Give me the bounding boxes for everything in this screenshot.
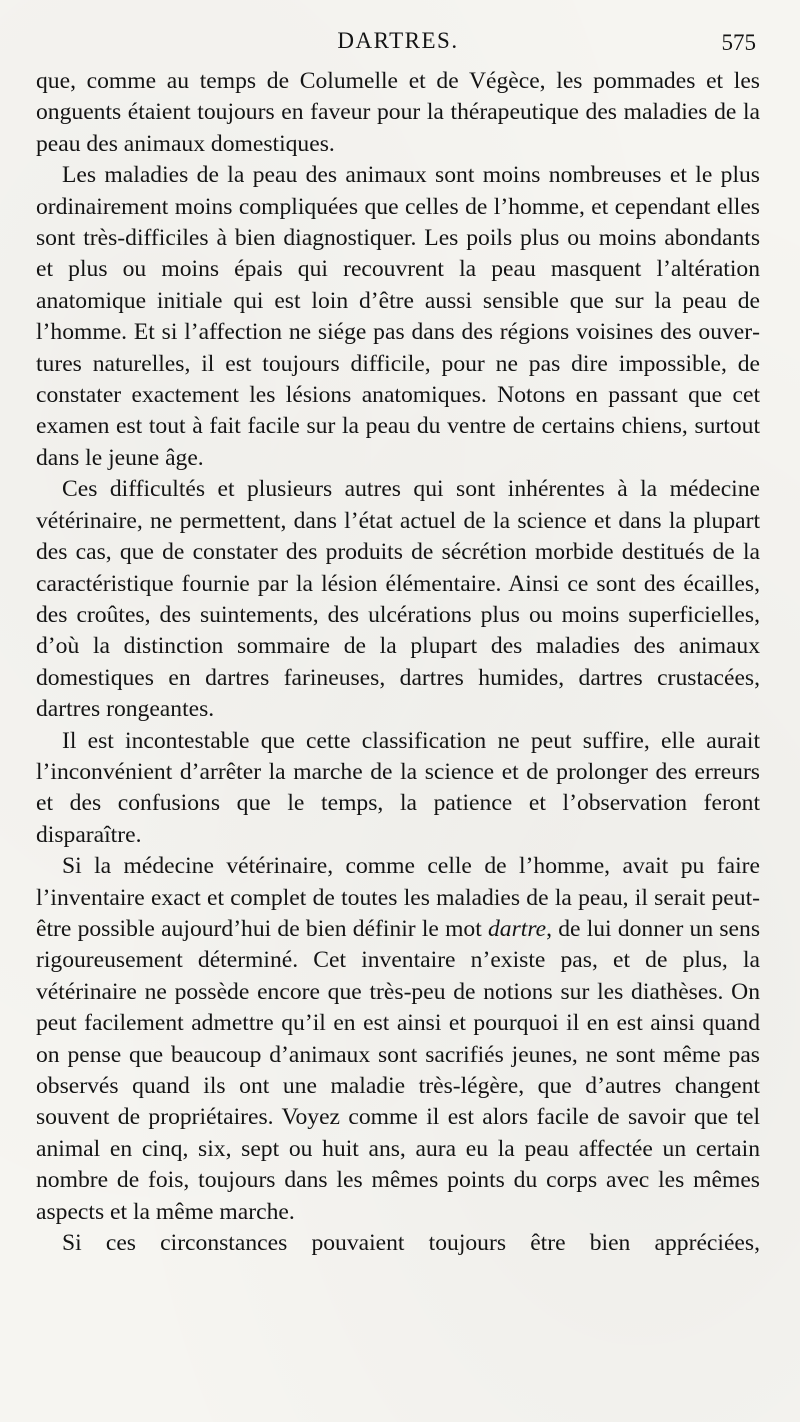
paragraph-5 xyxy=(36,851,760,1228)
paragraph-5-text-before: Si la médecine vétérinaire, comme celle de l’homme, avait pu faire l’inventaire exact et complet de toutes les maladies de la peau, il serait peut-être possible aujourd’hui de bien définir le mot xyxy=(36,853,760,942)
running-head xyxy=(36,28,760,66)
paragraph-1: que, comme au temps de Columelle et de Végèce, les pommades et les onguents étaient toujours en faveur pour la thérapeutique des maladies de la peau des animaux domestiques. xyxy=(36,68,760,157)
paragraph-2: Les maladies de la peau des animaux sont moins nombreuses et le plus ordinairement moins compliquées que celles de l’homme, et cependant elles sont très-difficiles à bien diagnostiquer. Les poils plus ou moins abondants et plus ou moins épais qui recouvrent la peau masquent l’altération anatomique initiale qui est loin d’être aussi sensible que sur la peau de l’homme. Et si l’affection ne siége pas dans des régions voisines des ouvertures naturelles, il est toujours difficile, pour ne pas dire impossible, de constater exactement les lésions anatomiques. Notons en passant que cet examen est tout à fait facile sur la peau du ventre de certains chiens, surtout dans le jeune âge. xyxy=(36,162,760,471)
body-text xyxy=(36,66,760,1259)
page-number: 575 xyxy=(721,30,756,55)
italic-term-dartre: dartre xyxy=(488,915,547,942)
running-title: DARTRES. xyxy=(337,28,459,53)
paragraph-6: Si ces circonstances pouvaient toujours être bien appréciées, xyxy=(62,1230,760,1257)
paragraph-5-text-after: , de lui donner un sens rigoureusement déterminé. Cet inventaire n’existe pas, et de plus, la vétérinaire ne possède encore que très-peu de notions sur les diathèses. On peut facilement admettre qu’il en est ainsi et pourquoi il en est ainsi quand on pense que beaucoup d’animaux sont sacrifiés jeunes, ne sont même pas observés quand ils ont une maladie très-légère, que d’autres changent souvent de propriétaires. Voyez comme il est alors facile de savoir que tel animal en cinq, six, sept ou huit ans, aura eu la peau affectée un certain nombre de fois, toujours dans les mêmes points du corps avec les mêmes aspects et la même marche. xyxy=(36,915,760,1225)
paragraph-4: Il est incontestable que cette classification ne peut suffire, elle aurait l’inconvénient d’arrêter la marche de la science et de prolonger des erreurs et des confusions que le temps, la patience et l’observation feront disparaître. xyxy=(36,727,760,848)
paragraph-3: Ces difficultés et plusieurs autres qui sont inhérentes à la médecine vétérinaire, ne permettent, dans l’état actuel de la science et dans la plupart des cas, que de constater des produits de sécrétion morbide destitués de la caractéristique fournie par la lésion élémentaire. Ainsi ce sont des écailles, des croûtes, des suintements, des ulcérations plus ou moins superficielles, d’où la distinction sommaire de la plupart des maladies des animaux domestiques en dartres farineuses, dartres humides, dartres crustacées, dartres rongeantes. xyxy=(36,476,760,723)
